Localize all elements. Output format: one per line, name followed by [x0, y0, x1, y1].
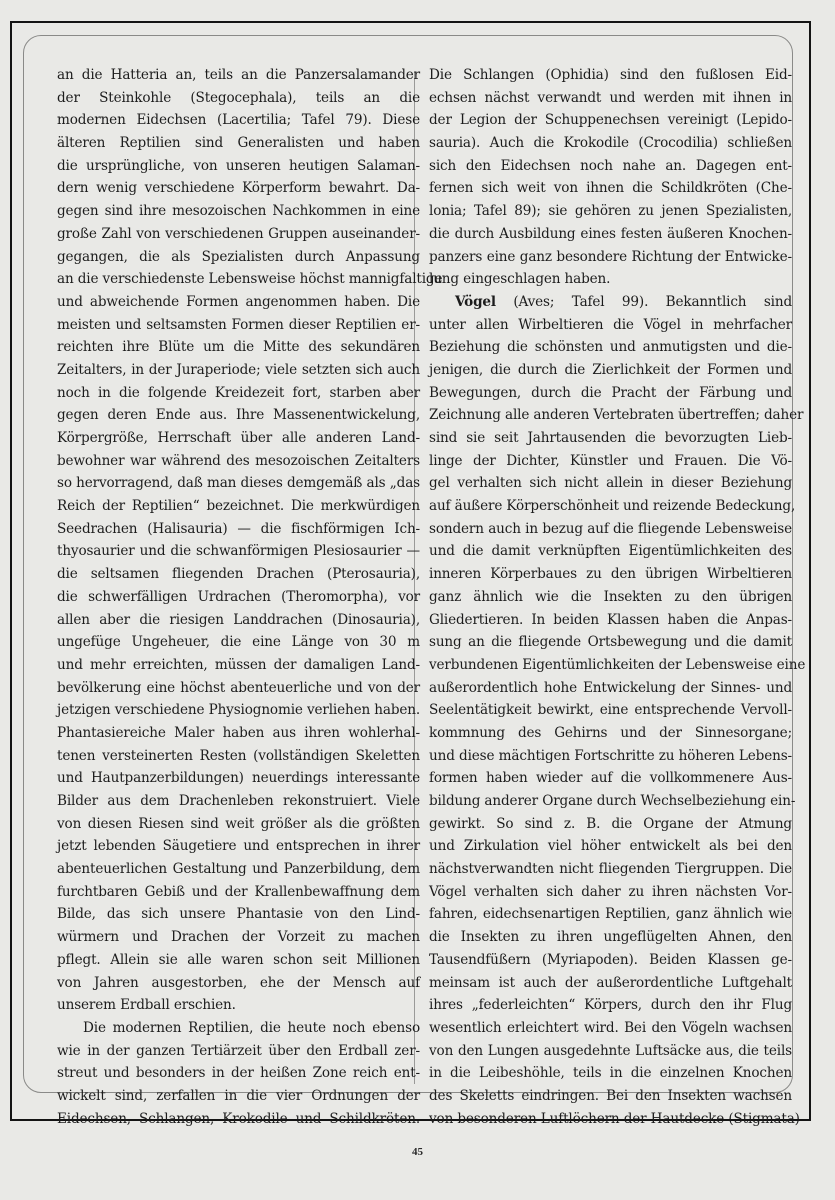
text-line: und diese mächtigen Fortschritte zu höheren Lebens-: [429, 747, 792, 764]
text-line: tenen versteinerten Resten (vollständigen Skeletten: [57, 747, 420, 764]
text-line: von Jahren ausgestorben, ehe der Mensch auf: [57, 974, 420, 991]
text-line: fernen sich weit von ihnen die Schildkröten (Che-: [429, 180, 792, 197]
text-line: furchtbaren Gebiß und der Krallenbewaffnung dem: [57, 883, 420, 900]
text-line: sich den Eidechsen noch nahe an. Dagegen ent-: [429, 157, 792, 174]
text-line: gegen sind ihre mesozoischen Nachkommen in eine: [57, 203, 420, 220]
text-line: dern wenig verschiedene Körperform bewahrt. Da-: [57, 180, 420, 197]
text-line: jetzt lebenden Säugetiere und entsprechen in ihrer: [57, 838, 420, 855]
text-line: die Insekten zu ihren ungeflügelten Ahnen, den: [429, 929, 792, 946]
text-line: würmern und Drachen der Vorzeit zu machen: [57, 929, 420, 946]
text-line: unter allen Wirbeltieren die Vögel in mehrfacher: [429, 316, 792, 333]
text-line: Bilder aus dem Drachenleben rekonstruiert. Viele: [57, 793, 420, 809]
text-line: an die verschiedenste Lebensweise höchst mannigfaltige: [57, 271, 443, 288]
text-line: meisten und seltsamsten Formen dieser Reptilien er-: [57, 316, 420, 333]
text-line: die schwerfälligen Urdrachen (Theromorpha), vor: [57, 588, 420, 605]
text-line: ihres „federleichten“ Körpers, durch den ihr Flug: [429, 997, 792, 1014]
text-line: von diesen Riesen sind weit größer als die größten: [57, 815, 420, 832]
text-line: die ursprüngliche, von unseren heutigen Salaman-: [57, 157, 420, 174]
text-line: allen aber die riesigen Landdrachen (Dinosauria),: [57, 611, 420, 628]
text-line: fahren, eidechsenartigen Reptilien, ganz ähnlich wie: [429, 906, 792, 923]
text-line: von den Lungen ausgedehnte Luftsäcke aus, die teils: [429, 1042, 792, 1059]
text-line: kommnung des Gehirns und der Sinnesorgane;: [429, 724, 792, 741]
text-line: reichten ihre Blüte um die Mitte des sekundären: [57, 339, 420, 356]
text-line: abenteuerlichen Gestaltung und Panzerbildung, dem: [57, 861, 420, 878]
text-line: sondern auch in bezug auf die fliegende Lebensweise: [429, 520, 792, 537]
text-line: bildung anderer Organe durch Wechselbeziehung ein-: [429, 793, 796, 809]
text-fragment: (Aves; Tafel 99). Bekanntlich sind: [513, 293, 792, 310]
text-line: des Skeletts eindringen. Bei den Insekten wachsen: [429, 1087, 792, 1104]
text-line: meinsam ist auch der außerordentliche Luftgehalt: [429, 974, 792, 991]
text-line: gewirkt. So sind z. B. die Organe der Atmung: [429, 815, 792, 832]
text-line: sung an die fliegende Ortsbewegung und die damit: [429, 634, 792, 651]
text-line: bevölkerung eine höchst abenteuerliche und von der: [57, 679, 420, 696]
text-line: in die Leibeshöhle, teils in die einzelnen Knochen: [429, 1065, 792, 1082]
text-line: inneren Körperbaues zu den übrigen Wirbeltieren: [429, 566, 792, 583]
text-line: pflegt. Allein sie alle waren schon seit Millionen: [57, 951, 420, 968]
text-line: der Legion der Schuppenechsen vereinigt (Lepido-: [429, 112, 792, 129]
text-line: gegangen, die als Spezialisten durch Anpassung: [57, 248, 420, 265]
text-line: Beziehung die schönsten und anmutigsten und die-: [429, 339, 792, 356]
text-line: von besonderen Luftlöchern der Hautdecke (Stigmata): [429, 1110, 800, 1127]
page-number: 45: [412, 1146, 423, 1158]
text-line: sind sie seit Jahrtausenden die bevorzugten Lieb-: [429, 430, 792, 446]
text-line: noch in die folgende Kreidezeit fort, starben aber: [57, 384, 420, 401]
text-line: Die Schlangen (Ophidia) sind den fußlosen Eid-: [429, 67, 792, 83]
text-line: große Zahl von verschiedenen Gruppen auseinander-: [57, 225, 420, 242]
text-line: die seltsamen fliegenden Drachen (Pterosauria),: [57, 566, 420, 583]
text-line: verbundenen Eigentümlichkeiten der Lebensweise eine: [429, 656, 806, 673]
text-line: jetzigen verschiedene Physiognomie verliehen haben.: [57, 702, 421, 719]
text-line: älteren Reptilien sind Generalisten und haben: [57, 135, 420, 152]
text-line: Tausendfüßern (Myriapoden). Beiden Klassen ge-: [429, 951, 792, 968]
text-line: jenigen, die durch die Zierlichkeit der Formen und: [429, 361, 792, 378]
text-line: Bewegungen, durch die Pracht der Färbung und: [429, 384, 792, 401]
text-line: Seelentätigkeit bewirkt, eine entsprechende Vervoll-: [429, 702, 792, 719]
text-line: lonia; Tafel 89); sie gehören zu jenen Spezialisten,: [429, 203, 792, 220]
text-line: bewohner war während des mesozoischen Zeitalters: [57, 452, 420, 469]
text-line: so hervorragend, daß man dieses demgemäß als „das: [57, 475, 420, 492]
section-heading: Vögel: [455, 293, 496, 310]
text-line: Seedrachen (Halisauria) — die fischförmigen Ich-: [57, 520, 420, 537]
text-line: Phantasiereiche Maler haben aus ihren wohlerhal-: [57, 724, 420, 741]
text-line: linge der Dichter, Künstler und Frauen. Die Vö-: [429, 452, 792, 469]
text-line: und die damit verknüpften Eigentümlichkeiten des: [429, 543, 792, 560]
text-line: Gliedertieren. In beiden Klassen haben die Anpas-: [429, 611, 792, 628]
text-line: sauria). Auch die Krokodile (Crocodilia) schließen: [429, 135, 792, 152]
text-line: auf äußere Körperschönheit und reizende Bedeckung,: [429, 498, 796, 515]
text-line: streut und besonders in der heißen Zone reich ent-: [57, 1065, 420, 1082]
text-line: und mehr erreichten, müssen der damaligen Land-: [57, 656, 420, 673]
text-line: wesentlich erleichtert wird. Bei den Vögeln wachsen: [429, 1019, 792, 1036]
text-line: echsen nächst verwandt und werden mit ihnen in: [429, 89, 792, 106]
text-line: modernen Eidechsen (Lacertilia; Tafel 79). Diese: [57, 112, 420, 129]
text-line: Zeichnung alle anderen Vertebraten übertreffen; daher: [429, 407, 804, 424]
text-line: der Steinkohle (Stegocephala), teils an die: [57, 89, 420, 106]
text-line: Eidechsen, Schlangen, Krokodile und Schildkröten.: [57, 1110, 420, 1127]
text-line: formen haben wieder auf die vollkommenere Aus-: [429, 770, 792, 787]
text-line: wickelt sind, zerfallen in die vier Ordnungen der: [57, 1087, 420, 1104]
text-line: und Hautpanzerbildungen) neuerdings interessante: [57, 770, 420, 787]
right-column: [429, 64, 806, 1130]
text-line: und Zirkulation viel höher entwickelt als bei den: [429, 838, 792, 855]
text-line: außerordentlich hohe Entwickelung der Sinnes- und: [429, 679, 792, 696]
text-line: wie in der ganzen Tertiärzeit über den Erdball zer-: [57, 1042, 420, 1059]
text-line: Bilde, das sich unsere Phantasie von den Lind-: [57, 906, 420, 923]
text-line: ungefüge Ungeheuer, die eine Länge von 30 m: [57, 634, 420, 651]
text-line: an die Hatteria an, teils an die Panzersalamander: [57, 67, 420, 83]
text-line: und abweichende Formen angenommen haben. Die: [57, 293, 420, 310]
text-line: Vögel verhalten sich daher zu ihren nächsten Vor-: [429, 883, 792, 900]
text-line: gel verhalten sich nicht allein in dieser Beziehung: [429, 475, 792, 492]
text-line: lung eingeschlagen haben.: [429, 271, 611, 288]
text-line: Die modernen Reptilien, die heute noch ebenso: [83, 1019, 420, 1036]
text-line-with-heading: [429, 291, 792, 314]
text-line: thyosaurier und die schwanförmigen Plesiosaurier —: [57, 543, 420, 560]
text-line: Reich der Reptilien“ bezeichnet. Die merkwürdigen: [57, 498, 420, 515]
text-line: Körpergröße, Herrschaft über alle anderen Land-: [57, 430, 420, 446]
text-line: die durch Ausbildung eines festen äußeren Knochen-: [429, 225, 792, 242]
text-line: ganz ähnlich wie die Insekten zu den übrigen: [429, 588, 792, 605]
text-line: panzers eine ganz besondere Richtung der Entwicke-: [429, 248, 792, 265]
text-line: unserem Erdball erschien.: [57, 997, 236, 1014]
left-column: [57, 64, 443, 1130]
text-line: nächstverwandten nicht fliegenden Tiergruppen. Die: [429, 861, 792, 878]
text-line: gegen deren Ende aus. Ihre Massenentwickelung,: [57, 407, 420, 424]
text-line: Zeitalters, in der Juraperiode; viele setzten sich auch: [57, 361, 420, 378]
